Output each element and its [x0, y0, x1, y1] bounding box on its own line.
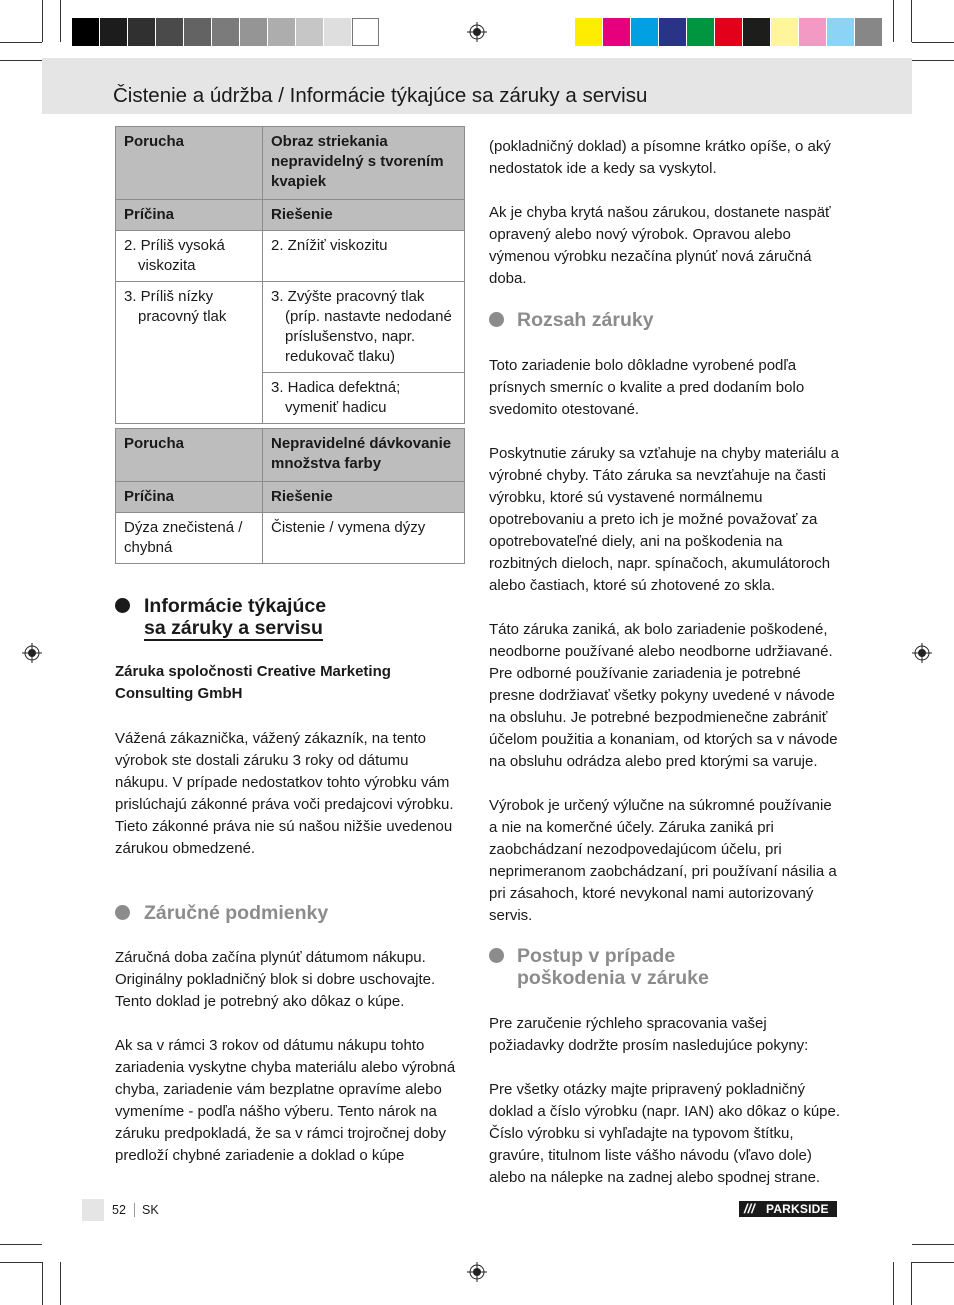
table-cell: [116, 231, 263, 282]
color-swatch: [212, 18, 239, 46]
registration-mark-icon: [22, 643, 42, 663]
crop-mark: [912, 60, 954, 61]
logo-stripes-icon: ///: [744, 1201, 755, 1216]
table-header-cell: Nepravidelné dávkovanie množstva farby: [263, 429, 465, 482]
registration-mark-icon: [912, 643, 932, 663]
paragraph: Pre zaručenie rýchleho spracovania vašej požiadavky dodržte prosím nasledujúce pokyny:: [489, 1015, 809, 1054]
crop-mark: [42, 0, 43, 42]
color-swatch: [659, 18, 686, 46]
continued-text: [489, 136, 841, 312]
bullet-icon: [489, 312, 504, 327]
page-number: 52: [112, 1203, 126, 1217]
paragraph: (pokladničný doklad) a písomne krátko opíše, o aký nedostatok ide a kedy sa vyskytol.: [489, 138, 831, 177]
footer-divider: [134, 1203, 135, 1217]
table-header-row: [116, 482, 465, 513]
table-header-cell: Príčina: [116, 482, 263, 513]
color-swatch: [268, 18, 295, 46]
crop-mark: [912, 1244, 954, 1245]
procedure-text: [489, 1013, 841, 1211]
paragraph: Záručná doba začína plynúť dátumom nákupu. Originálny pokladničný blok si dobre uschovajte. Tento doklad je potrebný ako dôkaz o kúpe.: [115, 949, 436, 1010]
bullet-icon: [489, 948, 504, 963]
color-swatch: [687, 18, 714, 46]
scope-heading: Rozsah záruky: [517, 309, 654, 331]
crop-mark: [911, 1262, 912, 1305]
table-cell: [116, 282, 263, 424]
crop-mark: [0, 42, 42, 43]
company-heading: Záruka spoločnosti Creative Marketing Consulting GmbH: [115, 663, 391, 702]
paragraph: Ak je chyba krytá našou zárukou, dostanete naspäť opravený alebo nový výrobok. Opravou alebo výmenou výrobku nezačína plynúť nová záručná doba.: [489, 204, 831, 287]
table-header-cell: Porucha: [116, 429, 263, 482]
table-row: [116, 231, 465, 282]
color-swatch: [855, 18, 882, 46]
crop-mark: [911, 0, 912, 42]
table-header-cell: Riešenie: [263, 200, 465, 231]
color-swatch: [743, 18, 770, 46]
troubleshooting-table: [115, 126, 465, 424]
solution-text: 3. Zvýšte pracovný tlak (príp. nastavte nedodané príslušenstvo, napr. redukovač tlaku): [271, 288, 452, 365]
table-header-row: [116, 200, 465, 231]
table-cell: Dýza znečistená / chybná: [116, 513, 263, 564]
color-swatch: [603, 18, 630, 46]
section-heading: Informácie týkajúce sa záruky a servisu: [144, 595, 327, 639]
registration-mark-icon: [467, 22, 487, 42]
color-swatch: [631, 18, 658, 46]
color-swatch: [128, 18, 155, 46]
table-header-row: [116, 429, 465, 482]
scope-text: [489, 355, 841, 949]
language-code: SK: [142, 1203, 159, 1217]
intro-paragraph: Vážená zákaznička, vážený zákazník, na tento výrobok ste dostali záruku 3 roky od dátumu nákupu. V prípade nedostatkov tohto výrobku vám prislúchajú zákonné práva voči predajcovi výrobku. Tieto zákonné práva nie sú našou nižšie uvedenou zárukou obmedzené.: [115, 730, 454, 857]
crop-mark: [42, 1262, 43, 1305]
table-cell: Čistenie / vymena dýzy: [263, 513, 465, 564]
cause-text: 3. Príliš nízky pracovný tlak: [124, 288, 227, 325]
crop-mark: [60, 0, 61, 42]
conditions-text: [115, 947, 465, 1189]
crop-mark: [60, 1262, 61, 1305]
table-header-cell: Porucha: [116, 127, 263, 200]
color-swatch: [240, 18, 267, 46]
color-swatch: [827, 18, 854, 46]
table-row: [116, 513, 465, 564]
page-title: Čistenie a údržba / Informácie týkajúce sa záruky a servisu: [113, 84, 648, 107]
crop-mark: [0, 60, 42, 61]
warranty-conditions-heading: Záručné podmienky: [144, 902, 329, 924]
paragraph: Ak sa v rámci 3 rokov od dátumu nákupu tohto zariadenia vyskytne chyba materiálu alebo výrobná chyba, zariadenie vám bezplatne opravíme alebo vymeníme - podľa nášho výberu. Tento nárok na záruku predpokladá, že sa v rámci trojročnej doby predloží chybné zariadenie a doklad o kúpe: [115, 1037, 456, 1164]
paragraph: Poskytnutie záruky sa vzťahuje na chyby materiálu a výrobné chyby. Táto záruka sa nevzťahuje na časti výrobku, ktoré sú vystavené normálnemu opotrebovaniu a preto ich je možné považovať za opotrebovateľné diely, ani na poškodenia na rozbitných dieloch, napr. spínačoch, akumulátoroch alebo častiach, ktoré sú zhotovené zo skla.: [489, 445, 839, 594]
bullet-icon: [115, 905, 130, 920]
color-swatch: [324, 18, 351, 46]
page-number-box: [82, 1199, 104, 1221]
crop-mark: [893, 0, 894, 42]
color-swatch: [296, 18, 323, 46]
crop-mark: [0, 1262, 42, 1263]
table-cell: [263, 373, 465, 424]
table-row: [116, 282, 465, 373]
color-swatch: [184, 18, 211, 46]
color-swatch: [575, 18, 602, 46]
table-header-cell: Riešenie: [263, 482, 465, 513]
color-swatch: [156, 18, 183, 46]
brand-logo: [739, 1201, 837, 1217]
brand-name: PARKSIDE: [766, 1202, 829, 1216]
solution-text: 3. Hadica defektná; vymeniť hadicu: [271, 379, 401, 416]
paragraph: Toto zariadenie bolo dôkladne vyrobené podľa prísnych smerníc o kvalite a pred dodaním bolo svedomito otestované.: [489, 357, 805, 418]
registration-mark-icon: [467, 1262, 487, 1282]
table-cell: [263, 231, 465, 282]
crop-mark: [0, 1244, 42, 1245]
crop-mark: [912, 42, 954, 43]
solution-text: 2. Znížiť viskozitu: [271, 237, 388, 254]
table-header-row: [116, 127, 465, 200]
bullet-icon: [115, 598, 130, 613]
paragraph: Pre všetky otázky majte pripravený pokladničný doklad a číslo výrobku (napr. IAN) ako dôkaz o kúpe. Číslo výrobku si vyhľadajte na typovom štítku, gravúre, titulnom liste vášho návodu (vľavo dole) alebo na nálepke na zadnej alebo spodnej strane.: [489, 1081, 841, 1186]
troubleshooting-table: [115, 428, 465, 564]
table-cell: [263, 282, 465, 373]
color-swatch: [771, 18, 798, 46]
color-swatch: [352, 18, 379, 46]
procedure-heading: Postup v prípade poškodenia v záruke: [517, 945, 709, 989]
color-swatch: [715, 18, 742, 46]
color-swatch: [100, 18, 127, 46]
color-swatch: [72, 18, 99, 46]
color-swatch: [799, 18, 826, 46]
cause-text: 2. Príliš vysoká viskozita: [124, 237, 225, 274]
table-header-cell: Obraz striekania nepravidelný s tvorením kvapiek: [263, 127, 465, 200]
crop-mark: [912, 1262, 954, 1263]
table-header-cell: Príčina: [116, 200, 263, 231]
paragraph: Táto záruka zaniká, ak bolo zariadenie poškodené, neodborne používané alebo neodborne udržiavané. Pre odborné používanie zariadenia je potrebné presne dodržiavať všetky pokyny uvedené v návode na obsluhu. Je potrebné bezpodmienečne zabrániť účelom použitia a konaniam, od ktorých sa v návode na obsluhu odrádza alebo pred ktorými sa varuje.: [489, 621, 838, 770]
crop-mark: [893, 1262, 894, 1305]
paragraph: Výrobok je určený výlučne na súkromné používanie a nie na komerčné účely. Záruka zaniká pri zaobchádzaní nezodpovedajúcom účelu, pri neprimeranom zaobchádzaní, pri používaní násilia a pri zásahoch, ktoré nevykonal nami autorizovaný servis.: [489, 797, 837, 924]
